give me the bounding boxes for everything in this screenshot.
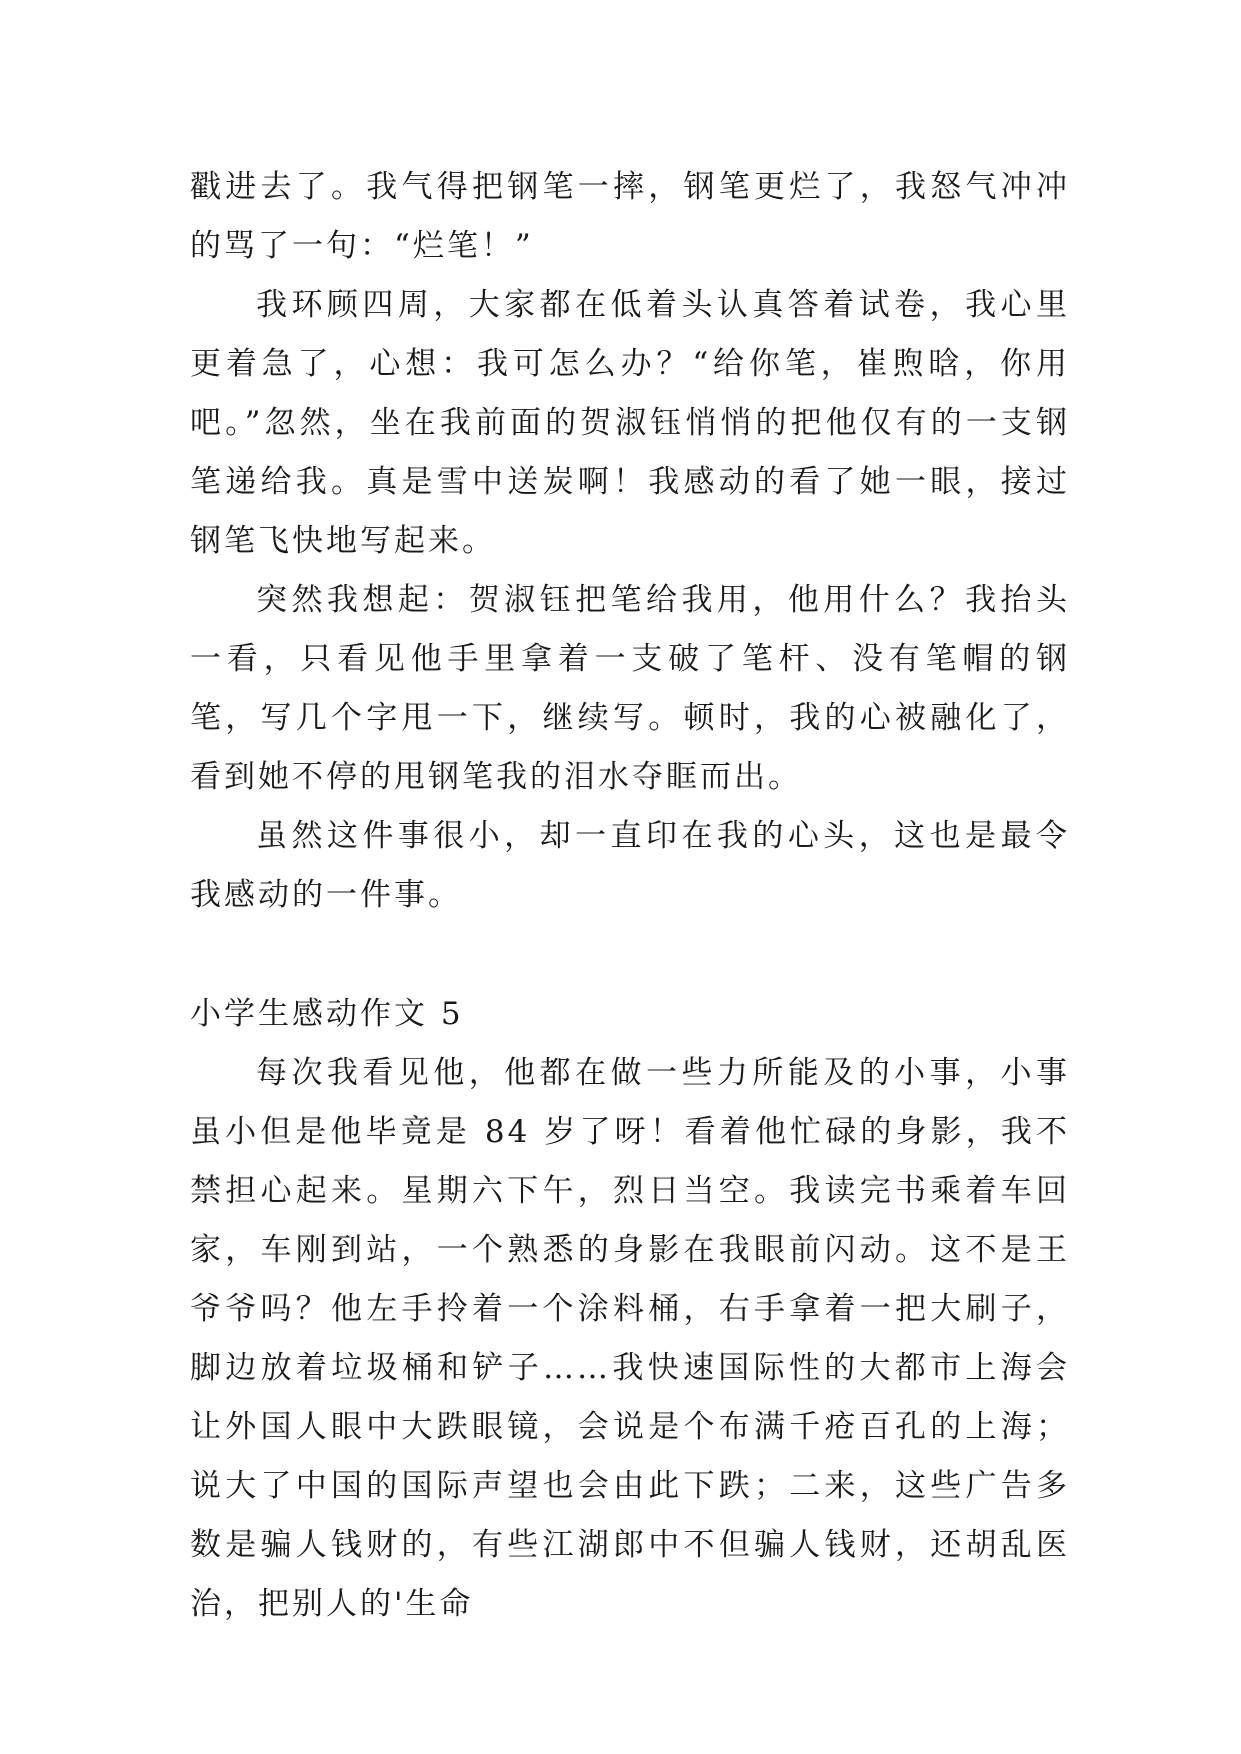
paragraph-4: 虽然这件事很小，却一直印在我的心头，这也是最令我感动的一件事。 [190, 818, 1070, 913]
paragraph-2: 我环顾四周，大家都在低着头认真答着试卷，我心里更着急了，心想：我可怎么办？“给你笔，崔煦晗，你用吧。”忽然，坐在我前面的贺淑钰悄悄的把他仅有的一支钢笔递给我。真是雪中送炭啊！我感动的看了她一眼，接过钢笔飞快地写起来。 [190, 287, 1070, 559]
paragraph-1: 戳进去了。我气得把钢笔一摔，钢笔更烂了，我怒气冲冲的骂了一句：“烂笔！” [190, 169, 1070, 264]
paragraph-3: 突然我想起：贺淑钰把笔给我用，他用什么？我抬头一看，只看见他手里拿着一支破了笔杆、没有笔帽的钢笔，写几个字甩一下，继续写。顿时，我的心被融化了，看到她不停的甩钢笔我的泪水夺眶而出。 [190, 582, 1070, 795]
document-page [190, 158, 1070, 1634]
section-title: 小学生感动作文 5 [190, 996, 464, 1032]
paragraph-5: 每次我看见他，他都在做一些力所能及的小事，小事虽小但是他毕竟是 84 岁了呀！看着他忙碌的身影，我不禁担心起来。星期六下午，烈日当空。我读完书乘着车回家，车刚到站，一个熟悉的身影在我眼前闪动。这不是王爷爷吗？他左手拎着一个涂料桶，右手拿着一把大刷子，脚边放着垃圾桶和铲子……我快速国际性的大都市上海会让外国人眼中大跌眼镜，会说是个布满千疮百孔的上海；说大了中国的国际声望也会由此下跌；二来，这些广告多数是骗人钱财的，有些江湖郎中不但骗人钱财，还胡乱医治，把别人的'生命 [190, 1055, 1070, 1622]
